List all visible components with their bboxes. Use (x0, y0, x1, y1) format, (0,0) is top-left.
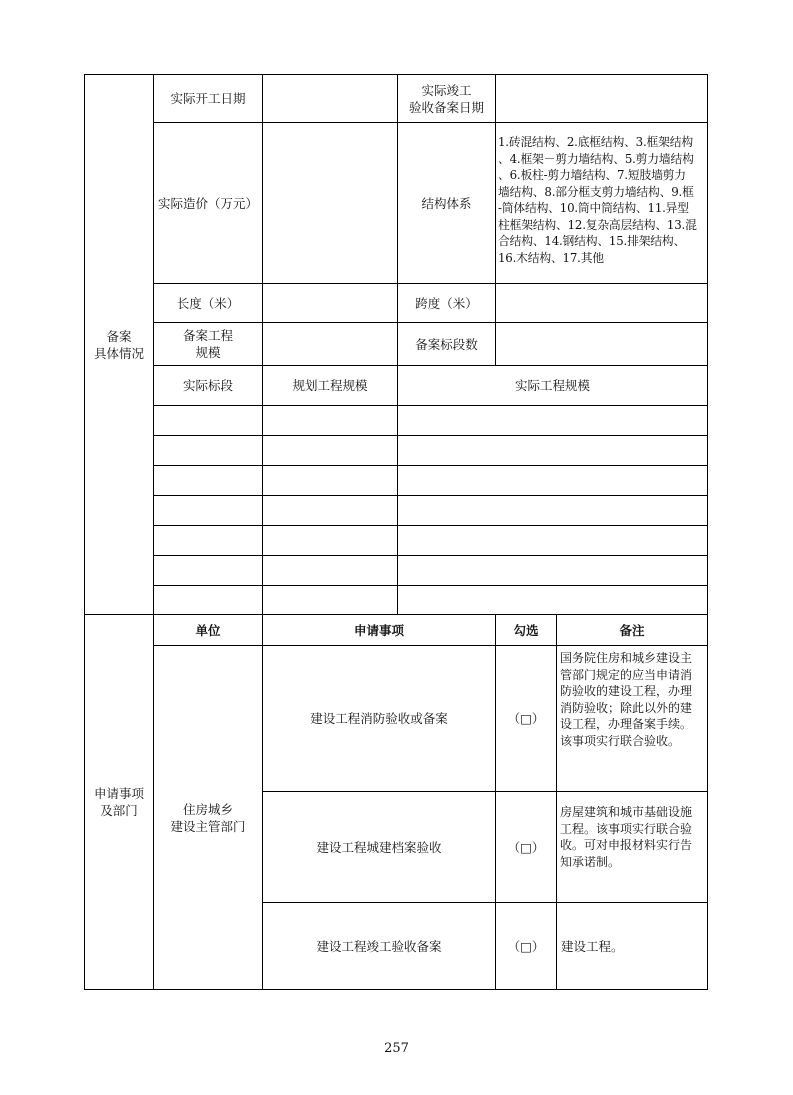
section-cell[interactable] (154, 526, 263, 556)
span-field[interactable] (496, 284, 708, 323)
cost-field[interactable] (263, 123, 398, 284)
application-checkbox[interactable]: （□） (496, 646, 557, 792)
filing-form-table (84, 74, 708, 990)
planned-scale-cell[interactable] (263, 466, 398, 496)
actual-scale-cell[interactable] (398, 586, 708, 615)
actual-section-header: 实际标段 (154, 366, 263, 406)
remark-line: 工程。该事项实行联合验 (560, 821, 693, 836)
section-cell[interactable] (154, 556, 263, 586)
planned-scale-cell[interactable] (263, 586, 398, 615)
planned-scale-cell[interactable] (263, 406, 398, 436)
section-row (85, 556, 708, 586)
planned-scale-cell[interactable] (263, 556, 398, 586)
completion-date-label-line-1: 实际竣工 (421, 82, 472, 98)
actual-scale-cell[interactable] (398, 436, 708, 466)
filing-group-label-line-1: 备案 (106, 328, 132, 344)
scale-field[interactable] (263, 323, 398, 366)
structure-options-line: 柱框架结构、12.复杂高层结构、13.混 (498, 217, 697, 232)
filing-group-label-line-2: 具体情况 (93, 345, 144, 361)
planned-scale-cell[interactable] (263, 436, 398, 466)
actual-scale-cell[interactable] (398, 406, 708, 436)
actual-scale-cell[interactable] (398, 526, 708, 556)
section-cell[interactable] (154, 436, 263, 466)
check-header: 勾选 (496, 615, 557, 646)
sections-field[interactable] (496, 323, 708, 366)
remark-line: 防验收的建设工程，办理 (560, 684, 693, 699)
planned-scale-header: 规划工程规模 (263, 366, 398, 406)
scale-label-line-1: 备案工程 (182, 328, 233, 343)
application-item: 建设工程消防验收或备案 (263, 646, 496, 792)
section-cell[interactable] (154, 586, 263, 615)
remark-line: 管部门规定的应当申请消 (560, 667, 693, 682)
application-item: 建设工程竣工验收备案 (263, 903, 496, 990)
department-cell (154, 646, 263, 990)
section-row (85, 586, 708, 615)
structure-options-line: 墙结构、8.部分框支剪力墙结构、9.框 (498, 184, 694, 199)
planned-scale-cell[interactable] (263, 496, 398, 526)
structure-options-line: 、6.板柱-剪力墙结构、7.短肢墙剪力 (498, 168, 686, 182)
application-remark (557, 792, 708, 903)
section-row (85, 436, 708, 466)
completion-date-field[interactable] (496, 75, 708, 123)
remark-line: 知承诺制。 (560, 854, 621, 869)
section-cell[interactable] (154, 466, 263, 496)
scale-label (154, 323, 263, 366)
application-row (85, 646, 708, 792)
structure-options (496, 123, 708, 284)
item-header: 申请事项 (263, 615, 496, 646)
filing-group-label (85, 75, 154, 615)
remark-header: 备注 (557, 615, 708, 646)
department-line-2: 建设主管部门 (170, 818, 246, 834)
section-row (85, 496, 708, 526)
structure-options-line: -筒体结构、10.筒中筒结构、11.异型 (498, 201, 689, 215)
cost-label: 实际造价（万元） (154, 123, 263, 284)
structure-options-line: 16.木结构、17.其他 (498, 250, 604, 265)
planned-scale-cell[interactable] (263, 526, 398, 556)
application-remark (557, 646, 708, 792)
actual-scale-header: 实际工程规模 (398, 366, 708, 406)
remark-line: 建设工程。 (561, 938, 624, 954)
application-checkbox[interactable]: （□） (496, 903, 557, 990)
remark-line: 该事项实行联合验收。 (560, 733, 681, 748)
section-row (85, 406, 708, 436)
remark-line: 消防验收；除此以外的建 (560, 700, 693, 715)
application-item: 建设工程城建档案验收 (263, 792, 496, 903)
start-date-field[interactable] (263, 75, 398, 123)
span-label: 跨度（米） (398, 284, 496, 323)
section-row (85, 526, 708, 556)
structure-options-line: 1.砖混结构、2.底框结构、3.框架结构 (498, 135, 693, 149)
actual-scale-cell[interactable] (398, 466, 708, 496)
unit-header: 单位 (154, 615, 263, 646)
sections-label: 备案标段数 (398, 323, 496, 366)
application-group-label (85, 615, 154, 990)
section-cell[interactable] (154, 406, 263, 436)
length-label: 长度（米） (154, 284, 263, 323)
structure-label: 结构体系 (398, 123, 496, 284)
department-line-1: 住房城乡 (182, 801, 233, 817)
section-row (85, 466, 708, 496)
remark-line: 国务院住房和城乡建设主 (560, 651, 693, 665)
completion-date-label (398, 75, 496, 123)
section-cell[interactable] (154, 496, 263, 526)
actual-scale-cell[interactable] (398, 496, 708, 526)
application-checkbox[interactable]: （□） (496, 792, 557, 903)
application-group-label-line-1: 申请事项 (93, 786, 144, 801)
page-number: 257 (384, 1041, 409, 1056)
remark-line: 房屋建筑和城市基础设施 (560, 805, 693, 819)
structure-options-line: 、4.框架－剪力墙结构、5.剪力墙结构 (498, 151, 694, 166)
remark-line: 设工程，办理备案手续。 (560, 717, 693, 732)
remark-line: 收。可对申报材料实行告 (560, 838, 693, 853)
actual-scale-cell[interactable] (398, 556, 708, 586)
structure-options-line: 合结构、14.钢结构、15.排架结构、 (498, 234, 686, 248)
length-field[interactable] (263, 284, 398, 323)
application-group-label-line-2: 及部门 (100, 803, 138, 818)
start-date-label: 实际开工日期 (154, 75, 263, 123)
application-remark (557, 903, 708, 990)
completion-date-label-line-2: 验收备案日期 (408, 99, 484, 115)
scale-label-line-2: 规模 (195, 345, 221, 360)
